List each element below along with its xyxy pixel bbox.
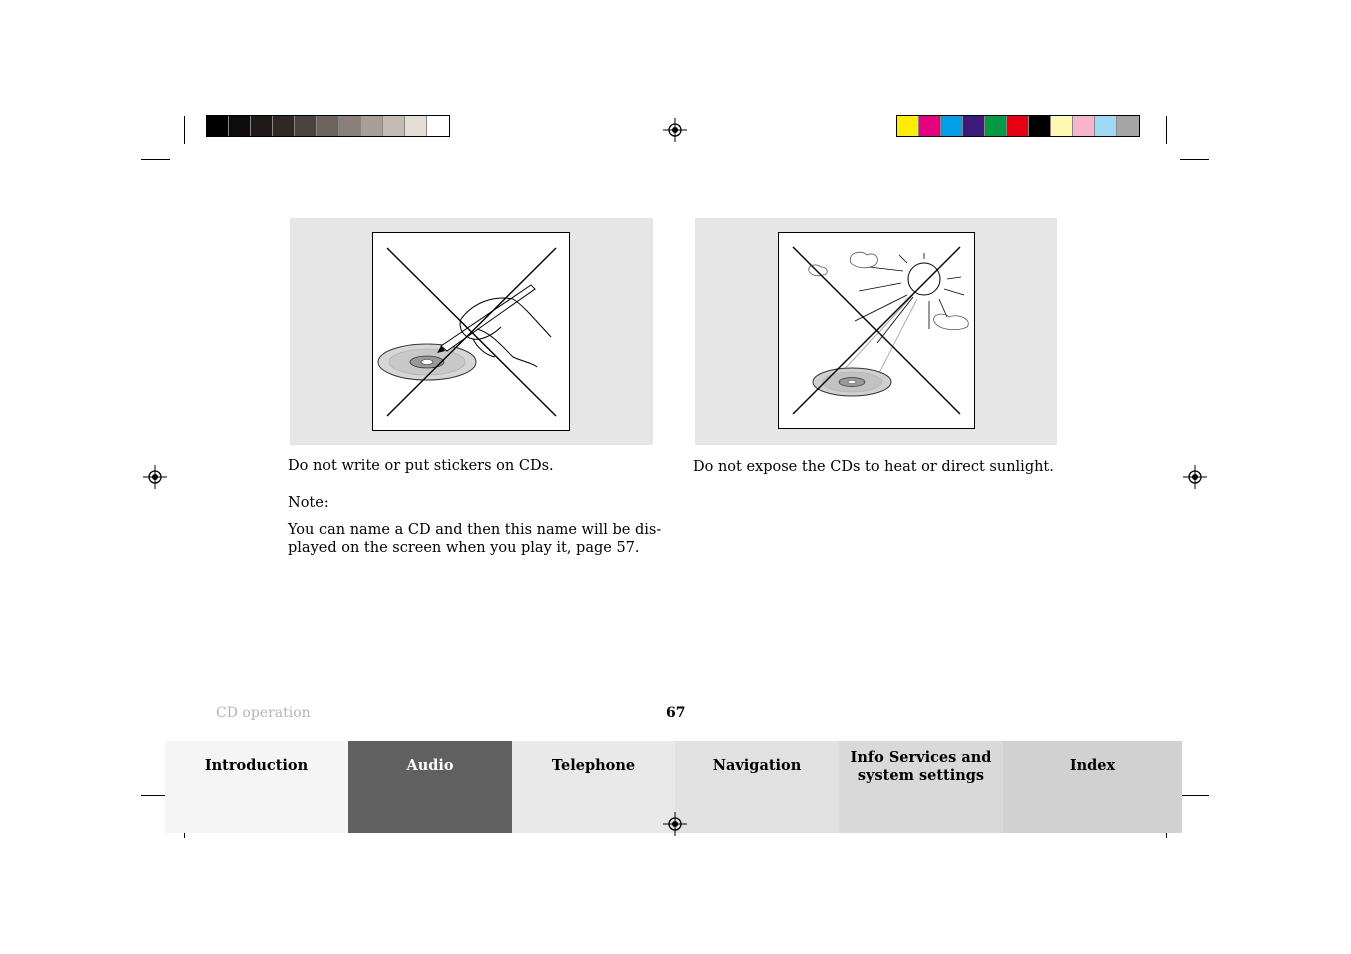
gray-swatch bbox=[383, 116, 405, 136]
tab-info-services[interactable] bbox=[839, 741, 1003, 833]
page-number: 67 bbox=[666, 705, 686, 721]
tab-telephone[interactable] bbox=[512, 741, 675, 833]
gray-swatch bbox=[207, 116, 229, 136]
color-swatch bbox=[1029, 116, 1051, 136]
crop-mark bbox=[1180, 795, 1209, 796]
tab-introduction[interactable] bbox=[165, 741, 348, 833]
crop-mark bbox=[1166, 116, 1167, 144]
gray-swatch bbox=[273, 116, 295, 136]
note-text-line-1: You can name a CD and then this name will be dis- bbox=[288, 522, 662, 538]
color-swatch bbox=[1007, 116, 1029, 136]
tab-label: Audio bbox=[406, 757, 454, 774]
tab-index[interactable] bbox=[1003, 741, 1182, 833]
color-swatch bbox=[985, 116, 1007, 136]
tab-label: Introduction bbox=[204, 757, 309, 774]
tab-label: Index bbox=[1069, 757, 1116, 774]
registration-mark-icon bbox=[663, 118, 687, 142]
crop-mark bbox=[184, 116, 185, 144]
tab-label-line-2: system settings bbox=[857, 767, 985, 784]
pen-writing-on-cd-icon bbox=[373, 233, 569, 430]
crop-mark bbox=[1180, 159, 1209, 160]
gray-swatch bbox=[251, 116, 273, 136]
gray-swatch bbox=[229, 116, 251, 136]
section-title: CD operation bbox=[216, 705, 311, 721]
tab-navigation[interactable] bbox=[675, 741, 839, 833]
gray-swatch bbox=[405, 116, 427, 136]
crop-mark bbox=[141, 159, 170, 160]
note-label: Note: bbox=[288, 495, 329, 511]
gray-swatch bbox=[317, 116, 339, 136]
registration-mark-icon bbox=[663, 812, 687, 836]
figure-no-writing-on-cd bbox=[372, 232, 570, 431]
color-swatch bbox=[1117, 116, 1139, 136]
color-swatch bbox=[897, 116, 919, 136]
tab-label: Telephone bbox=[551, 757, 636, 774]
color-swatch bbox=[1051, 116, 1073, 136]
left-figure-caption: Do not write or put stickers on CDs. bbox=[288, 458, 554, 474]
color-swatch bbox=[919, 116, 941, 136]
right-figure-caption: Do not expose the CDs to heat or direct sunlight. bbox=[693, 459, 1054, 475]
sun-heating-cd-icon bbox=[779, 233, 974, 428]
gray-swatch bbox=[339, 116, 361, 136]
color-swatch bbox=[941, 116, 963, 136]
gray-swatch bbox=[427, 116, 449, 136]
color-calibration-strip bbox=[896, 115, 1140, 137]
note-text-line-2: played on the screen when you play it, page 57. bbox=[288, 540, 640, 556]
registration-mark-icon bbox=[1183, 465, 1207, 489]
registration-mark-icon bbox=[143, 465, 167, 489]
gray-swatch bbox=[295, 116, 317, 136]
color-swatch bbox=[1073, 116, 1095, 136]
grayscale-calibration-strip bbox=[206, 115, 450, 137]
gray-swatch bbox=[361, 116, 383, 136]
tab-label-line-1: Info Services and bbox=[850, 749, 992, 766]
color-swatch bbox=[1095, 116, 1117, 136]
color-swatch bbox=[963, 116, 985, 136]
tab-label: Navigation bbox=[712, 757, 802, 774]
figure-no-sunlight-on-cd bbox=[778, 232, 975, 429]
tab-audio[interactable] bbox=[348, 741, 512, 833]
